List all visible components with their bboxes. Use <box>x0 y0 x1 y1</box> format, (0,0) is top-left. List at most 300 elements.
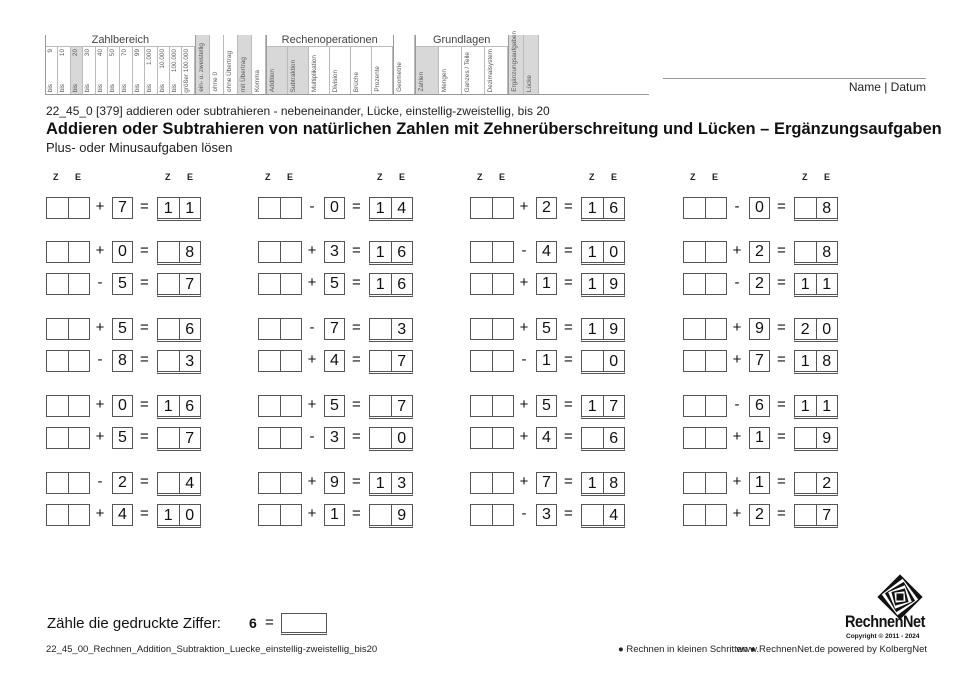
ones-input-cell[interactable] <box>281 428 302 448</box>
footer-website: www.RechnenNet.de powered by KolbergNet <box>736 644 927 655</box>
exercise-row <box>258 273 458 297</box>
exercise-row <box>683 504 883 528</box>
equals-sign: = <box>140 274 149 291</box>
range-column <box>46 47 58 94</box>
missing-number-input[interactable] <box>46 350 90 372</box>
result-tens <box>795 428 817 448</box>
exercise-row <box>46 427 246 451</box>
tens-input-cell[interactable] <box>471 505 493 525</box>
result-ones: 4 <box>397 200 407 217</box>
equals-sign: = <box>777 198 786 215</box>
ones-label: E <box>712 172 719 182</box>
exercise-column <box>258 172 458 524</box>
count-answer-box[interactable] <box>281 613 327 635</box>
result-ones: 7 <box>397 353 407 370</box>
missing-number-input[interactable] <box>258 504 302 526</box>
exercise-row <box>470 472 670 496</box>
result-box <box>794 197 838 221</box>
ones-input-cell[interactable] <box>706 274 727 294</box>
tens-input-cell[interactable] <box>684 428 706 448</box>
missing-number-input[interactable] <box>470 472 514 494</box>
equals-sign: = <box>564 396 573 413</box>
exercise-row <box>470 273 670 297</box>
category-column <box>372 47 393 94</box>
missing-number-input[interactable] <box>683 241 727 263</box>
group-geometrie <box>393 35 415 94</box>
given-number: 1 <box>536 350 557 372</box>
ones-input-cell[interactable] <box>706 198 727 218</box>
missing-number-input[interactable] <box>683 318 727 340</box>
exercise-column <box>470 172 670 524</box>
result-box <box>794 427 838 451</box>
given-number: 2 <box>749 504 770 526</box>
result-ones: 7 <box>822 507 832 524</box>
ones-input-cell[interactable] <box>69 274 90 294</box>
ones-input-cell[interactable] <box>493 351 514 371</box>
missing-number-input[interactable] <box>46 241 90 263</box>
category-column <box>524 35 539 94</box>
group-title: Rechenoperationen <box>267 35 393 47</box>
tens-input-cell[interactable] <box>471 428 493 448</box>
missing-number-input[interactable] <box>258 395 302 417</box>
ones-input-cell[interactable] <box>281 319 302 339</box>
exercise-row <box>258 472 458 496</box>
missing-number-input[interactable] <box>683 504 727 526</box>
equals-sign: = <box>564 428 573 445</box>
missing-number-input[interactable] <box>683 395 727 417</box>
missing-number-input[interactable] <box>470 241 514 263</box>
tens-label: Z <box>589 172 595 182</box>
count-task-digit: 6 <box>249 615 257 631</box>
exercise-row <box>683 427 883 451</box>
operator: - <box>309 428 315 445</box>
result-ones: 7 <box>609 398 619 415</box>
given-number: 6 <box>749 395 770 417</box>
ones-input-cell[interactable] <box>281 396 302 416</box>
tens-input-cell[interactable] <box>684 242 706 262</box>
result-box <box>157 472 201 496</box>
result-tens <box>158 428 180 448</box>
ones-input-cell[interactable] <box>493 505 514 525</box>
range-column <box>133 47 145 94</box>
operator: + <box>95 319 105 336</box>
result-box <box>794 472 838 496</box>
ones-input-cell[interactable] <box>493 473 514 493</box>
operator: + <box>307 351 317 368</box>
ones-input-cell[interactable] <box>706 242 727 262</box>
operator: + <box>95 396 105 413</box>
exercise-row <box>46 197 246 221</box>
tens-input-cell[interactable] <box>47 198 69 218</box>
result-box <box>369 427 413 451</box>
category-column <box>309 47 330 94</box>
equals-sign: = <box>777 396 786 413</box>
range-column <box>170 47 182 94</box>
result-tens <box>370 396 392 416</box>
operator: - <box>734 396 740 413</box>
tens-input-cell[interactable] <box>471 319 493 339</box>
operator: + <box>95 505 105 522</box>
ones-input-cell[interactable] <box>69 428 90 448</box>
operator: + <box>519 396 529 413</box>
tens-input-cell[interactable] <box>684 505 706 525</box>
missing-number-input[interactable] <box>470 427 514 449</box>
ones-input-cell[interactable] <box>706 351 727 371</box>
missing-number-input[interactable] <box>470 350 514 372</box>
tens-input-cell[interactable] <box>47 473 69 493</box>
tens-input-cell[interactable] <box>259 319 281 339</box>
ones-input-cell[interactable] <box>281 198 302 218</box>
operator: - <box>97 473 103 490</box>
ones-input-cell[interactable] <box>69 242 90 262</box>
operator: - <box>97 274 103 291</box>
result-box <box>157 395 201 419</box>
exercise-row <box>46 472 246 496</box>
missing-number-input[interactable] <box>46 427 90 449</box>
column-label: Division <box>331 69 339 92</box>
tens-input-cell[interactable] <box>259 242 281 262</box>
ones-input-cell[interactable] <box>706 396 727 416</box>
name-date-line[interactable] <box>663 78 926 79</box>
missing-number-input[interactable] <box>470 395 514 417</box>
missing-number-input[interactable] <box>683 273 727 295</box>
result-ones: 0 <box>822 321 832 338</box>
tens-input-cell[interactable] <box>471 274 493 294</box>
tens-input-cell[interactable] <box>47 242 69 262</box>
operator: + <box>732 473 742 490</box>
equals-sign: = <box>777 319 786 336</box>
category-column <box>509 31 524 94</box>
equals-sign: = <box>352 274 361 291</box>
result-ones: 1 <box>822 276 832 293</box>
exercise-row <box>46 504 246 528</box>
result-ones: 9 <box>822 430 832 447</box>
group-grundlagen <box>415 35 508 94</box>
result-ones: 7 <box>185 276 195 293</box>
column-label: ein- u. zweistellig <box>197 43 205 92</box>
missing-number-input[interactable] <box>683 350 727 372</box>
tens-input-cell[interactable] <box>259 198 281 218</box>
result-box <box>794 273 838 297</box>
range-value: 10 <box>59 49 67 57</box>
ones-label: E <box>824 172 831 182</box>
exercise-row <box>258 427 458 451</box>
operator: + <box>519 198 529 215</box>
missing-number-input[interactable] <box>258 472 302 494</box>
ones-input-cell[interactable] <box>281 505 302 525</box>
ones-input-cell[interactable] <box>493 428 514 448</box>
category-column <box>252 35 266 94</box>
range-prefix: bis <box>96 83 104 92</box>
ones-input-cell[interactable] <box>281 274 302 294</box>
exercise-row <box>258 504 458 528</box>
group-extras <box>195 35 266 94</box>
ones-input-cell[interactable] <box>281 351 302 371</box>
missing-number-input[interactable] <box>46 395 90 417</box>
given-number: 7 <box>749 350 770 372</box>
tens-input-cell[interactable] <box>684 274 706 294</box>
result-tens: 2 <box>795 319 817 339</box>
tens-input-cell[interactable] <box>47 505 69 525</box>
operator: - <box>521 351 527 368</box>
category-column <box>416 47 439 94</box>
equals-sign: = <box>140 473 149 490</box>
result-tens: 1 <box>582 198 604 218</box>
range-column <box>71 47 83 94</box>
result-ones: 3 <box>185 353 195 370</box>
tens-input-cell[interactable] <box>471 351 493 371</box>
given-number: 8 <box>112 350 133 372</box>
result-box <box>794 241 838 265</box>
category-column <box>462 47 485 94</box>
column-label: Ganzes / Teile <box>463 51 471 92</box>
range-column <box>108 47 120 94</box>
exercise-row <box>258 197 458 221</box>
result-ones: 0 <box>397 430 407 447</box>
missing-number-input[interactable] <box>683 427 727 449</box>
ones-input-cell[interactable] <box>706 428 727 448</box>
category-column <box>267 47 288 94</box>
result-ones: 8 <box>822 244 832 261</box>
category-column <box>196 35 210 94</box>
exercise-row <box>470 504 670 528</box>
operator: + <box>732 319 742 336</box>
result-box <box>369 395 413 419</box>
given-number: 5 <box>112 318 133 340</box>
missing-number-input[interactable] <box>46 472 90 494</box>
place-value-header <box>683 172 883 186</box>
ones-input-cell[interactable] <box>493 274 514 294</box>
tens-label: Z <box>477 172 483 182</box>
ones-input-cell[interactable] <box>706 473 727 493</box>
ones-input-cell[interactable] <box>493 319 514 339</box>
equals-sign: = <box>564 242 573 259</box>
tens-input-cell[interactable] <box>259 428 281 448</box>
missing-number-input[interactable] <box>258 273 302 295</box>
ones-input-cell[interactable] <box>69 473 90 493</box>
range-column <box>145 47 157 94</box>
missing-number-input[interactable] <box>258 427 302 449</box>
operator: + <box>732 505 742 522</box>
exercise-row <box>258 241 458 265</box>
range-column <box>158 47 170 94</box>
result-box <box>581 472 625 496</box>
ones-input-cell[interactable] <box>493 198 514 218</box>
equals-sign: = <box>564 274 573 291</box>
tens-input-cell[interactable] <box>47 319 69 339</box>
exercise-row <box>470 318 670 342</box>
given-number: 7 <box>112 197 133 219</box>
range-value: 100.000 <box>170 49 178 73</box>
result-ones: 8 <box>609 475 619 492</box>
result-ones: 7 <box>397 398 407 415</box>
range-value: 99 <box>133 49 141 57</box>
result-box <box>581 241 625 265</box>
given-number: 2 <box>112 472 133 494</box>
ones-input-cell[interactable] <box>69 198 90 218</box>
result-ones: 0 <box>609 353 619 370</box>
tens-input-cell[interactable] <box>684 473 706 493</box>
operator: + <box>307 505 317 522</box>
operator: - <box>734 274 740 291</box>
ones-input-cell[interactable] <box>706 505 727 525</box>
missing-number-input[interactable] <box>46 273 90 295</box>
range-value: größer 100.000 <box>183 49 191 93</box>
category-column <box>439 47 462 94</box>
tens-input-cell[interactable] <box>259 473 281 493</box>
range-prefix: bis <box>59 83 67 92</box>
result-ones: 8 <box>822 353 832 370</box>
result-box <box>369 197 413 221</box>
ones-input-cell[interactable] <box>281 473 302 493</box>
tens-input-cell[interactable] <box>684 396 706 416</box>
result-ones: 6 <box>609 200 619 217</box>
ones-label: E <box>611 172 618 182</box>
result-box <box>369 318 413 342</box>
ones-input-cell[interactable] <box>69 319 90 339</box>
result-tens <box>158 319 180 339</box>
ones-label: E <box>499 172 506 182</box>
result-ones: 1 <box>822 398 832 415</box>
operator: - <box>734 198 740 215</box>
place-value-header <box>470 172 670 186</box>
missing-number-input[interactable] <box>470 273 514 295</box>
result-box <box>157 504 201 528</box>
result-ones: 1 <box>185 200 195 217</box>
equals-sign: = <box>140 351 149 368</box>
result-ones: 6 <box>185 398 195 415</box>
tens-input-cell[interactable] <box>259 396 281 416</box>
tens-input-cell[interactable] <box>471 396 493 416</box>
missing-number-input[interactable] <box>683 472 727 494</box>
result-tens <box>370 505 392 525</box>
ones-input-cell[interactable] <box>493 242 514 262</box>
tens-label: Z <box>690 172 696 182</box>
exercise-row <box>470 395 670 419</box>
ones-label: E <box>399 172 406 182</box>
result-box <box>157 241 201 265</box>
result-box <box>581 197 625 221</box>
tens-input-cell[interactable] <box>259 274 281 294</box>
tens-input-cell[interactable] <box>47 428 69 448</box>
result-tens <box>795 198 817 218</box>
place-value-header <box>46 172 246 186</box>
logo-text: RechnenNet <box>845 612 926 631</box>
result-ones: 7 <box>185 430 195 447</box>
given-number: 9 <box>749 318 770 340</box>
column-label: Brüche <box>352 71 360 92</box>
equals-sign: = <box>564 198 573 215</box>
ones-label: E <box>75 172 82 182</box>
result-tens: 1 <box>370 473 392 493</box>
ones-input-cell[interactable] <box>706 319 727 339</box>
equals-sign: = <box>352 319 361 336</box>
missing-number-input[interactable] <box>258 350 302 372</box>
equals-sign: = <box>564 319 573 336</box>
given-number: 0 <box>324 197 345 219</box>
tens-input-cell[interactable] <box>471 242 493 262</box>
tens-input-cell[interactable] <box>47 351 69 371</box>
missing-number-input[interactable] <box>46 504 90 526</box>
equals-sign: = <box>564 351 573 368</box>
result-box <box>794 504 838 528</box>
exercise-row <box>46 350 246 374</box>
tens-input-cell[interactable] <box>47 396 69 416</box>
given-number: 3 <box>536 504 557 526</box>
ones-input-cell[interactable] <box>69 396 90 416</box>
tens-input-cell[interactable] <box>471 473 493 493</box>
result-box <box>581 395 625 419</box>
result-ones: 4 <box>185 475 195 492</box>
tens-input-cell[interactable] <box>259 505 281 525</box>
given-number: 1 <box>749 427 770 449</box>
missing-number-input[interactable] <box>46 197 90 219</box>
exercise-row <box>46 273 246 297</box>
result-ones: 3 <box>397 475 407 492</box>
operator: - <box>521 505 527 522</box>
range-prefix: bis <box>71 83 79 92</box>
result-tens: 1 <box>795 351 817 371</box>
range-value: 1.000 <box>146 49 154 65</box>
result-box <box>369 504 413 528</box>
missing-number-input[interactable] <box>258 197 302 219</box>
tens-input-cell[interactable] <box>471 198 493 218</box>
missing-number-input[interactable] <box>46 318 90 340</box>
category-column <box>288 47 309 94</box>
given-number: 5 <box>324 395 345 417</box>
result-tens <box>158 473 180 493</box>
missing-number-input[interactable] <box>470 318 514 340</box>
ones-input-cell[interactable] <box>281 242 302 262</box>
result-ones: 8 <box>185 244 195 261</box>
given-number: 2 <box>749 273 770 295</box>
missing-number-input[interactable] <box>258 241 302 263</box>
tens-input-cell[interactable] <box>684 319 706 339</box>
ones-input-cell[interactable] <box>493 396 514 416</box>
missing-number-input[interactable] <box>470 197 514 219</box>
ones-input-cell[interactable] <box>69 505 90 525</box>
given-number: 4 <box>536 241 557 263</box>
column-label: ohne Übertrag <box>225 51 233 92</box>
missing-number-input[interactable] <box>683 197 727 219</box>
equals-sign: = <box>352 473 361 490</box>
zahlbereich-columns <box>46 47 195 94</box>
result-tens <box>370 319 392 339</box>
ones-input-cell[interactable] <box>69 351 90 371</box>
exercise-row <box>46 318 246 342</box>
category-column <box>238 35 252 94</box>
tens-input-cell[interactable] <box>259 351 281 371</box>
exercise-row <box>683 350 883 374</box>
result-tens: 1 <box>158 198 180 218</box>
operator: - <box>97 351 103 368</box>
result-tens <box>582 505 604 525</box>
missing-number-input[interactable] <box>470 504 514 526</box>
result-tens <box>370 428 392 448</box>
tens-input-cell[interactable] <box>684 351 706 371</box>
tens-label: Z <box>265 172 271 182</box>
tens-input-cell[interactable] <box>47 274 69 294</box>
equals-sign: = <box>140 198 149 215</box>
equals-sign: = <box>140 396 149 413</box>
column-label: Dezimalsystem <box>486 48 494 92</box>
column-label: Multiplikation <box>310 55 318 92</box>
operator: + <box>307 473 317 490</box>
result-tens <box>795 473 817 493</box>
column-label: Zahlen <box>417 72 425 92</box>
tens-input-cell[interactable] <box>684 198 706 218</box>
missing-number-input[interactable] <box>258 318 302 340</box>
